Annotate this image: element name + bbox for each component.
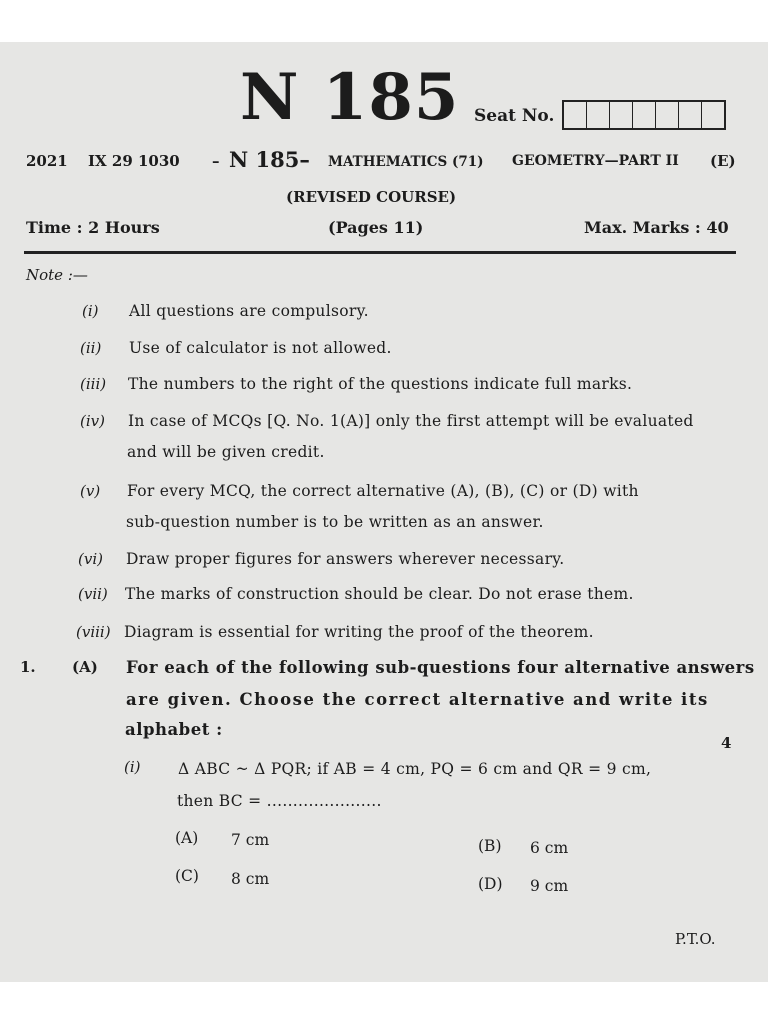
note-item-number: (vii): [78, 585, 108, 603]
option-value: 8 cm: [231, 870, 270, 888]
question-text: are given. Choose the correct alternative and write its: [126, 690, 709, 709]
seat-box: [701, 102, 724, 128]
note-item-number: (v): [80, 482, 101, 500]
sub-question-text: Δ ABC ~ Δ PQR; if AB = 4 cm, PQ = 6 cm and QR = 9 cm,: [178, 760, 652, 778]
page-count: (Pages 11): [328, 218, 424, 237]
seat-box: [655, 102, 678, 128]
meta-paper-code: N 185–: [229, 147, 310, 172]
seat-number-label: Seat No.: [474, 106, 555, 126]
max-marks: Max. Marks : 40: [584, 218, 729, 237]
note-item-text: The numbers to the right of the questions indicate full marks.: [128, 375, 633, 393]
exam-paper: [0, 42, 768, 982]
header-rule: [24, 251, 736, 254]
note-item-text: All questions are compulsory.: [129, 302, 369, 320]
paper-code: N 185: [240, 60, 460, 135]
note-item-text: Diagram is essential for writing the proof of the theorem.: [124, 623, 594, 641]
question-text: For each of the following sub-questions four alternative answers: [126, 658, 755, 677]
seat-number-boxes: [562, 100, 726, 130]
seat-box: [632, 102, 655, 128]
note-item-number: (iv): [80, 412, 105, 430]
meta-subject: MATHEMATICS (71): [328, 154, 484, 170]
question-marks: 4: [721, 734, 732, 752]
note-item-text: and will be given credit.: [127, 443, 325, 461]
meta-code: IX 29 1030: [88, 152, 180, 170]
sub-question-number: (i): [124, 758, 141, 776]
note-item-text: Use of calculator is not allowed.: [129, 339, 392, 357]
note-item-text: The marks of construction should be clear. Do not erase them.: [125, 585, 634, 603]
note-item-number: (vi): [78, 550, 103, 568]
seat-box: [564, 102, 586, 128]
option-label: (D): [478, 875, 503, 893]
meta-year: 2021: [26, 152, 68, 170]
note-item-text: In case of MCQs [Q. No. 1(A)] only the first attempt will be evaluated: [128, 412, 694, 430]
option-label: (C): [175, 867, 199, 885]
question-text: alphabet :: [125, 720, 223, 739]
note-item-text: Draw proper figures for answers wherever necessary.: [126, 550, 565, 568]
meta-language: (E): [710, 152, 736, 170]
please-turn-over: P.T.O.: [675, 930, 716, 948]
course-title: (REVISED COURSE): [286, 188, 457, 206]
meta-dash: –: [212, 152, 220, 170]
question-number: 1.: [20, 658, 36, 676]
note-heading: Note :—: [26, 266, 88, 284]
option-label: (A): [175, 829, 199, 847]
seat-box: [609, 102, 632, 128]
time-allowed: Time : 2 Hours: [26, 218, 160, 237]
note-item-number: (viii): [76, 623, 111, 641]
seat-box: [586, 102, 609, 128]
note-item-number: (i): [82, 302, 99, 320]
option-value: 7 cm: [231, 831, 270, 849]
note-item-text: sub-question number is to be written as an answer.: [126, 513, 544, 531]
meta-part: GEOMETRY—PART II: [512, 153, 679, 169]
option-value: 6 cm: [530, 839, 569, 857]
sub-question-text: then BC = ......................: [177, 792, 382, 810]
note-item-number: (ii): [80, 339, 102, 357]
option-value: 9 cm: [530, 877, 569, 895]
question-part: (A): [72, 658, 98, 676]
note-item-text: For every MCQ, the correct alternative (A), (B), (C) or (D) with: [127, 482, 639, 500]
note-item-number: (iii): [80, 375, 107, 393]
option-label: (B): [478, 837, 502, 855]
seat-box: [678, 102, 701, 128]
